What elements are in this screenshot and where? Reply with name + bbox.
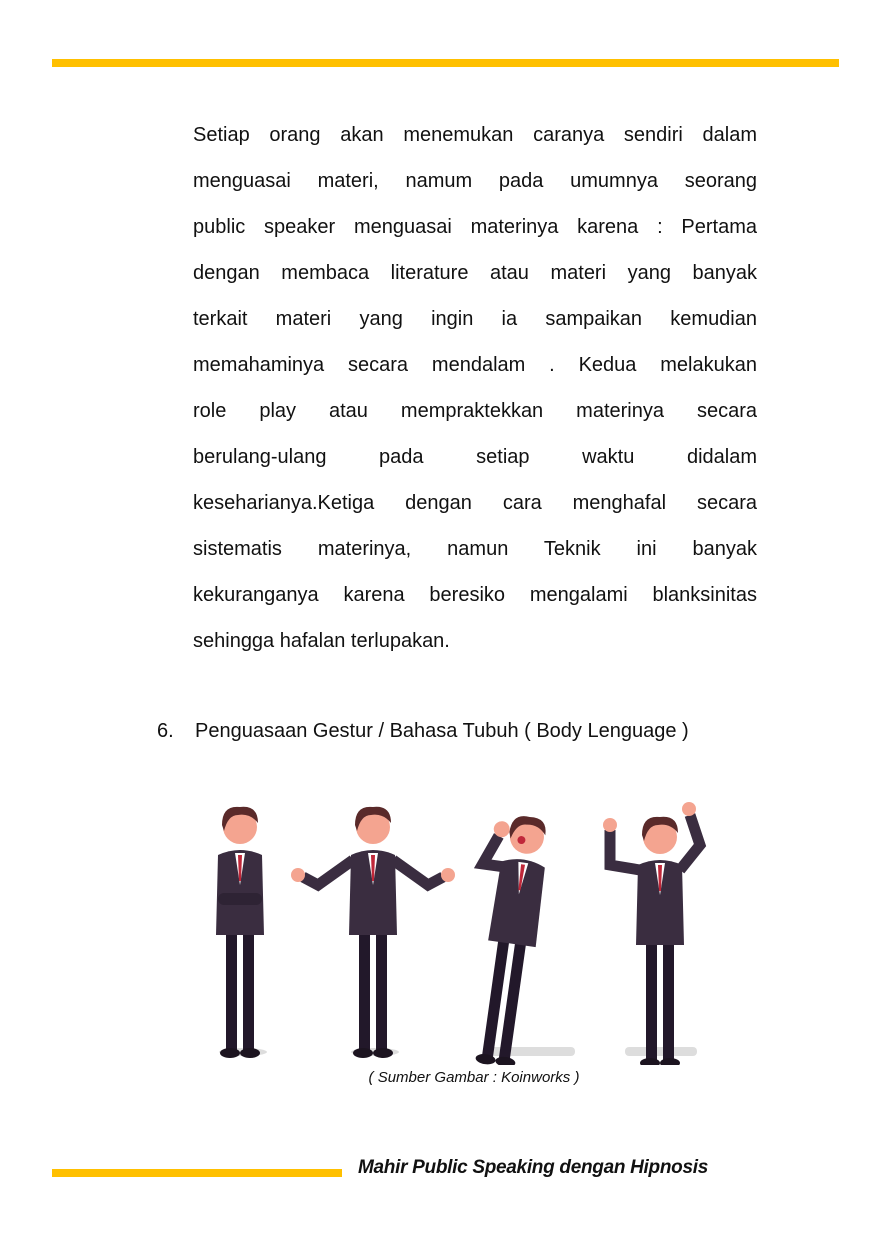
footer-accent-bar	[52, 1169, 342, 1177]
paragraph-line: sistematis materinya, namun Teknik ini banyak	[193, 538, 757, 560]
paragraph-line: keseharianya.Ketiga dengan cara menghafal secara	[193, 492, 757, 514]
footer-book-title: Mahir Public Speaking dengan Hipnosis	[358, 1157, 708, 1178]
paragraph-line: role play atau mempraktekkan materinya secara	[193, 400, 757, 422]
paragraph-line: memahaminya secara mendalam . Kedua melakukan	[193, 354, 757, 376]
figure-angry	[603, 802, 700, 1065]
paragraph-line: menguasai materi, namum pada umumnya seorang	[193, 170, 757, 192]
figure-arms-crossed	[216, 807, 264, 1058]
figure-surprised	[455, 811, 553, 1065]
body-paragraph	[193, 118, 757, 670]
image-caption: ( Sumber Gambar : Koinworks )	[368, 1069, 580, 1086]
paragraph-line: kekuranganya karena beresiko mengalami blanksinitas	[193, 584, 757, 606]
section-title: Penguasaan Gestur / Bahasa Tubuh ( Body Lenguage )	[195, 720, 689, 742]
paragraph-line: terkait materi yang ingin ia sampaikan kemudian	[193, 308, 757, 330]
body-language-illustration	[195, 795, 725, 1065]
paragraph-line: berulang-ulang pada setiap waktu didalam	[193, 446, 757, 468]
paragraph-line: public speaker menguasai materinya karena : Pertama	[193, 216, 757, 238]
header-accent-bar	[52, 59, 839, 67]
figure-shrugging	[291, 807, 455, 1058]
paragraph-line: sehingga hafalan terlupakan.	[193, 630, 450, 652]
section-number: 6.	[157, 720, 174, 742]
paragraph-line: dengan membaca literature atau materi yang banyak	[193, 262, 757, 284]
paragraph-line: Setiap orang akan menemukan caranya sendiri dalam	[193, 124, 757, 146]
